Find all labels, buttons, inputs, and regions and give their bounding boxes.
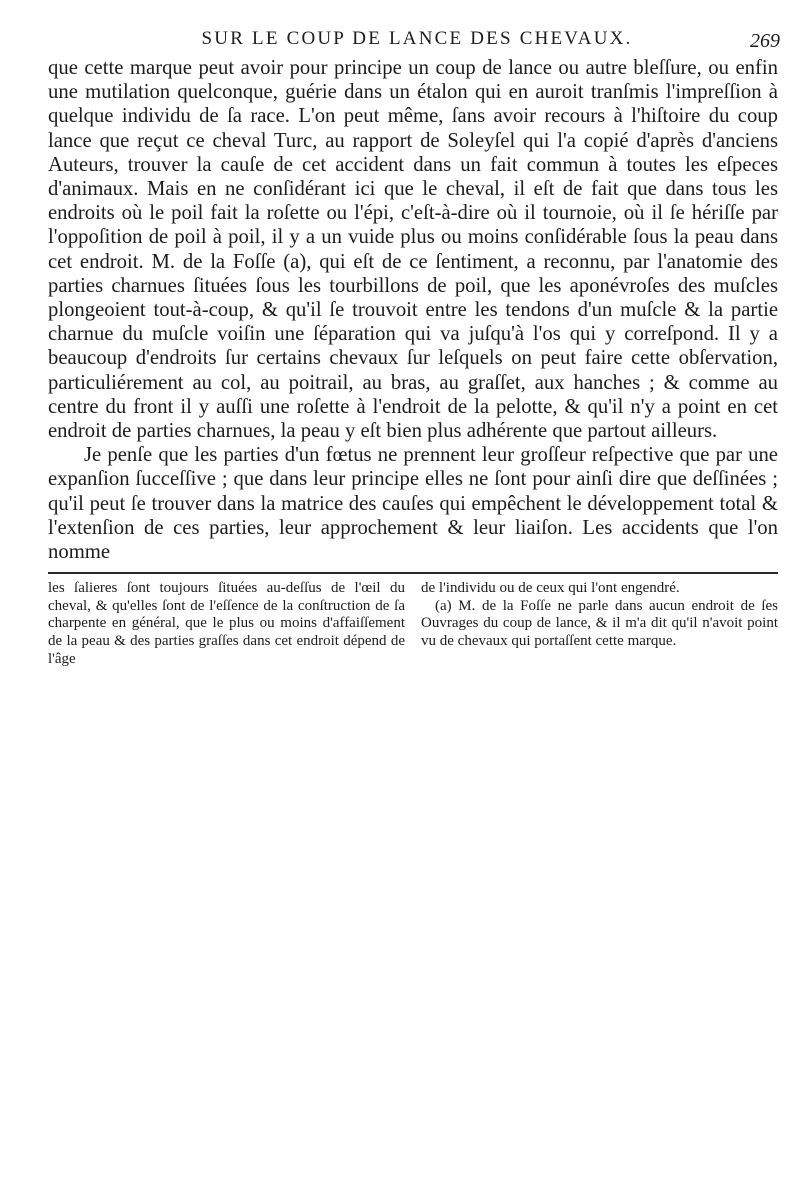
footnote-continuation-right: de l'individu ou de ceux qui l'ont engendré. [421, 580, 680, 597]
main-text [48, 56, 778, 564]
running-head [48, 22, 786, 56]
footnote-column-left [48, 580, 405, 668]
footnote-a: (a) M. de la Foſſe ne parle dans aucun endroit de ſes Ouvrages du coup de lance, & il m'a dit qu'il n'avoit point vu de chevaux qui portaſſent cette marque. [421, 597, 778, 650]
footnotes [48, 580, 778, 668]
paragraph-2: Je penſe que les parties d'un fœtus ne prennent leur groſſeur reſpective que par une expanſion ſucceſſive ; que dans leur principe elles ne ſont pour ainſi dire que deſſinées ; qu'il peut ſe trouver dans la matrice des cauſes qui empêchent le développement total & l'extenſion de ces parties, leur approchement & leur liaiſon. Les accidents que l'on nomme [48, 444, 778, 564]
running-title: SUR LE COUP DE LANCE DES CHEVAUX. [201, 28, 633, 49]
paragraph-1: que cette marque peut avoir pour principe un coup de lance ou autre bleſſure, ou enfin une mutilation quelconque, guérie dans un étalon qui en auroit tranſmis l'impreſſion à quelque individu de ſa race. L'on peut même, ſans avoir recours à l'hiſtoire du coup lance que reçut ce cheval Turc, au rapport de Soleyſel qui l'a copié d'après d'anciens Auteurs, trouver la cauſe de cet accident dans un fait commun à toutes les eſpeces d'animaux. Mais en ne conſidérant ici que le cheval, il eſt de fait que dans tous les endroits où le poil fait la roſette ou l'épi, c'eſt-à-dire où il tournoie, où il ſe hériſſe par l'oppoſition de poil à poil, il y a un vuide plus ou moins conſidérable ſous la peau dans cet endroit. M. de la Foſſe (a), qui eſt de ce ſentiment, a reconnu, par l'anatomie des parties charnues ſituées ſous les tourbillons de poil, que les aponévroſes des muſcles plongeoient tout-à-coup, & qu'il ſe trouvoit entre les tendons d'un muſcle & la partie charnue du muſcle voiſin une ſéparation qui va juſqu'à l'os qui y correſpond. Il y a beaucoup d'endroits ſur certains chevaux ſur leſquels on peut faire cette obſervation, particuliérement au col, au poitrail, au bras, au graſſet, aux hanches ; & comme au centre du front il y auſſi une roſette à l'endroit de la pelotte, & qu'il n'y a point en cet endroit de parties charnues, la peau y eſt bien plus adhérente que partout ailleurs. [48, 57, 778, 443]
footnote-column-right [421, 580, 778, 668]
footnote-continuation-left: les ſalieres ſont toujours ſituées au-deſſus de l'œil du cheval, & qu'elles ſont de l'eſſence de la conſtruction de ſa charpente en général, que le plus ou moins d'affaiſſement de la peau & des parties graſſes dans cet endroit dépend de l'âge [48, 580, 405, 667]
footnote-rule [48, 572, 778, 574]
page-number: 269 [750, 30, 780, 52]
